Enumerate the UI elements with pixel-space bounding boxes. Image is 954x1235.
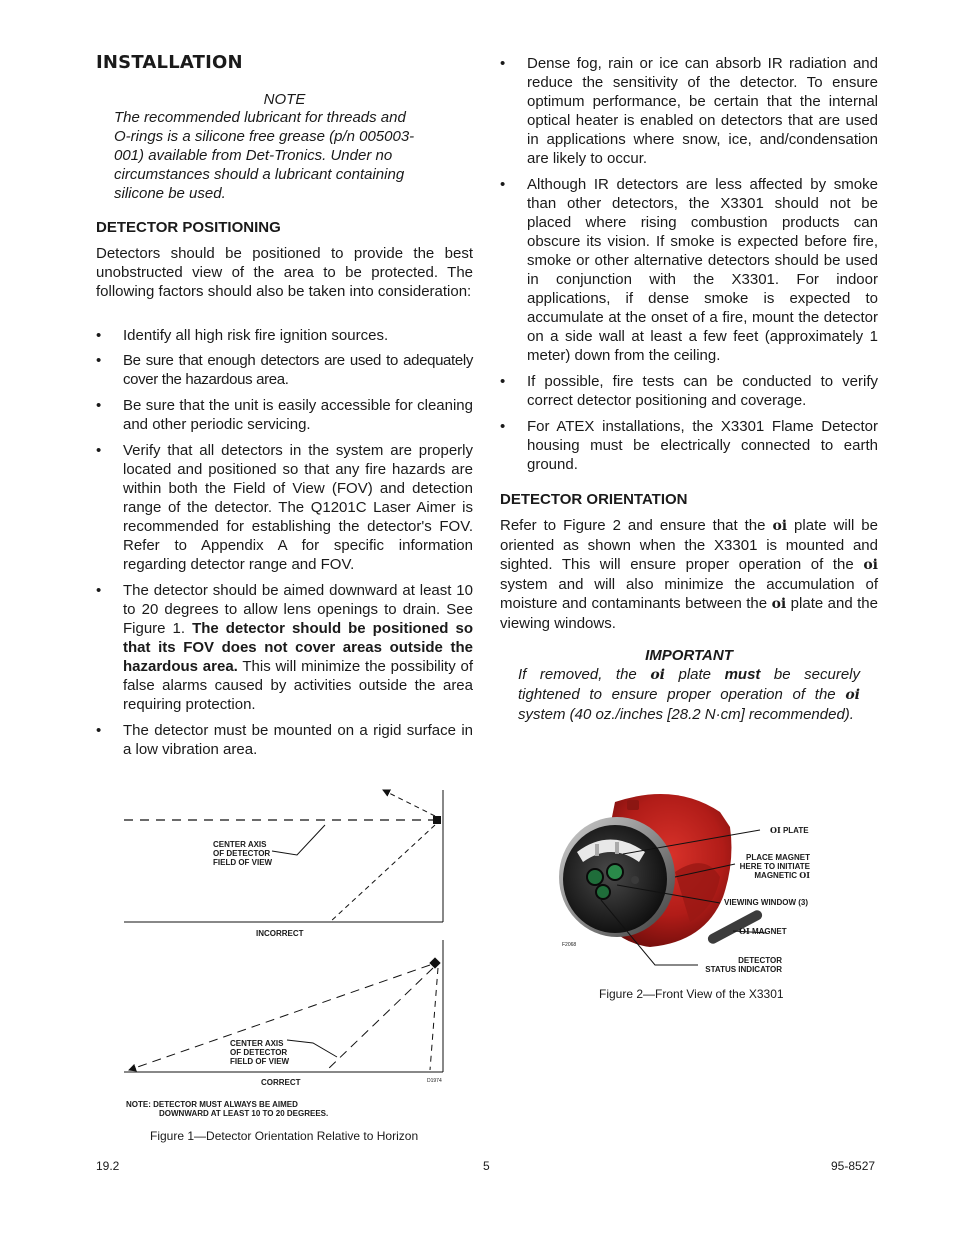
incorrect-panel [124,790,443,922]
positioning-intro: Detectors should be positioned to provide the best unobstructed view of the area to be protected. The following factors should also be taken into consideration: [96,245,473,300]
bullet-text: Be sure that the unit is easily accessible for cleaning and other periodic servicing. [123,397,473,433]
bullet-item [96,721,473,759]
bullet-text: Dense fog, rain or ice can absorb IR radiation and reduce the sensitivity of the detector. To ensure optimum performance, be certain that the internal optical heater is enabled on detectors that are used in applications where snow, ice, and/condensation are likely to occur. [527,55,878,167]
bullet-item [96,351,473,389]
orientation-text: plate and the viewing windows. [500,595,878,632]
bullet-item [500,417,878,474]
bullet-dot: • [96,327,102,344]
oi-logo-icon: oi [650,667,665,683]
bullet-dot: • [96,352,102,369]
oi-logo-icon: oi [771,596,787,612]
oi-magnet-label: OI MAGNET [739,926,787,936]
environment-bullets [500,54,878,474]
bullet-text: Verify that all detectors in the system are properly located and positioned so that any fire hazards are within both the Field of View (FOV) and detection range of the detector. The Q1201C Laser Aimer is recommended for establishing the detector's FOV. Refer to Appendix A for specific information regarding detector range and FOV. [123,442,473,573]
bullet-text: The detector must be mounted on a rigid surface in a low vibration area. [123,722,473,758]
figure1-drawing-id: D1974 [427,1078,442,1084]
note-line: circumstances should a lubricant containing [114,166,405,183]
bullet-text: If possible, fire tests can be conducted to verify correct detector positioning and coverage. [527,373,878,409]
important-bold-text: must [724,666,761,683]
bullet-dot: • [96,397,102,414]
status-indicator-label: DETECTOR STATUS INDICATOR [705,956,782,974]
orientation-paragraph [500,516,878,633]
important-text: system (40 oz./inches [28.2 N·cm] recommended). [518,706,854,723]
bullet-text: This will minimize the possibility of false alarms caused by activities outside the area requiring protection. [123,658,474,713]
figure1-caption: Figure 1—Detector Orientation Relative to Horizon [150,1129,419,1143]
bullet-item [500,175,878,365]
bullet-dot: • [500,373,506,390]
bullet-text: Identify all high risk fire ignition sources. [123,327,389,344]
page-number: 5 [483,1159,490,1173]
section-title: INSTALLATION [96,52,243,73]
positioning-heading: DETECTOR POSITIONING [96,219,281,236]
viewing-window [607,864,623,880]
correct-axis-label: CENTER AXIS OF DETECTOR FIELD OF VIEW [230,1039,290,1066]
oi-logo-icon: oi [845,687,860,703]
bullet-item [96,396,473,434]
detector-icon [429,957,440,968]
bullet-item [500,372,878,410]
bullet-dot: • [500,176,506,193]
fov-lower-line [327,968,433,1070]
important-text: be securely tightened to ensure proper operation of the [518,666,861,703]
status-indicator-led [631,876,639,884]
viewing-window [596,885,610,899]
place-magnet-label: PLACE MAGNET HERE TO INITIATE MAGNETIC OI [739,853,810,880]
note-heading: NOTE [263,91,306,108]
oi-logo-icon: OI [770,825,781,835]
fov-upper-line [383,790,435,816]
plate-detail [595,844,599,856]
figure2-caption: Figure 2—Front View of the X3301 [599,987,784,1001]
important-heading: IMPORTANT [645,647,733,664]
axis-leader-line [272,825,325,855]
orientation-text: plate will be oriented as shown when the X3301 is mounted and sighted. This will ensure proper operation of the [500,517,878,573]
oi-plate-label: OI PLATE [770,825,809,835]
axis-leader-line [287,1040,337,1057]
correct-label: CORRECT [261,1078,301,1087]
bullet-dot: • [96,442,102,459]
bullet-item [96,441,473,574]
incorrect-label: INCORRECT [256,929,304,938]
bullet-dot: • [96,582,102,599]
note-line: O-rings is a silicone free grease (p/n 005003- [114,128,415,145]
bullet-dot: • [500,418,506,435]
bullet-text: For ATEX installations, the X3301 Flame Detector housing must be electrically connected to earth ground. [527,418,878,473]
note-line: 001) available from Det-Tronics. Under no [114,147,393,164]
orientation-text: system and will also minimize the accumulation of moisture and contaminants between the [500,576,878,612]
figure2-photo [555,782,815,982]
important-text: plate [664,666,725,683]
bullet-text: Although IR detectors are less affected by smoke than other detectors, the X3301 should not be placed where rising combustion products can obscure its vision. If smoke is expected before fire, smoke or other alternative detectors should be used in conjunction with the X3301. For indoor applications, if dense smoke is expected to accumulate at the onset of a fire, mount the detector on a side wall at least a few feet (approximately 1 meter) down from the ceiling. [527,176,878,364]
orientation-heading: DETECTOR ORIENTATION [500,491,688,508]
oi-logo-icon: oi [863,557,878,573]
bullet-text: The detector should be aimed downward at least 10 to 20 degrees to allow lens openings to drain. See Figure 1. [123,582,473,637]
oi-logo-icon: OI [739,926,750,936]
fov-lower-line [330,825,435,922]
plate-detail [615,842,619,854]
bullet-text: Be sure that enough detectors are used to adequately cover the hazardous area. [123,352,473,388]
important-text: If removed, the [518,666,651,683]
oi-logo-icon: OI [799,870,810,880]
positioning-bullets [96,326,473,759]
viewing-window [587,869,603,885]
bullet-item [96,326,473,345]
bullet-item [96,581,473,714]
note-line: The recommended lubricant for threads and [114,109,406,126]
bullet-item [500,54,878,168]
bullet-bold-text: The detector should be positioned so that its FOV does not cover areas outside the hazardous area. [123,620,473,675]
fov-inner-line [430,968,438,1070]
detector-icon [433,816,441,824]
viewing-window-label: VIEWING WINDOW (3) [724,898,808,907]
incorrect-axis-label: CENTER AXIS OF DETECTOR FIELD OF VIEW [213,840,273,867]
note-line: silicone be used. [114,185,226,202]
bullet-dot: • [500,55,506,72]
housing-bolt [627,800,639,810]
bullet-dot: • [96,722,102,739]
figure2-drawing-id: F2068 [562,942,577,948]
orientation-text: Refer to Figure 2 and ensure that the [500,517,773,534]
note-body [114,108,453,203]
document-number: 95-8527 [831,1159,876,1173]
figure1-note: NOTE: DETECTOR MUST ALWAYS BE AIMED DOWNWARD AT LEAST 10 TO 20 DEGREES. [126,1100,329,1118]
important-body [518,665,860,724]
oi-logo-icon: oi [772,518,788,534]
footer-revision: 19.2 [96,1159,120,1173]
